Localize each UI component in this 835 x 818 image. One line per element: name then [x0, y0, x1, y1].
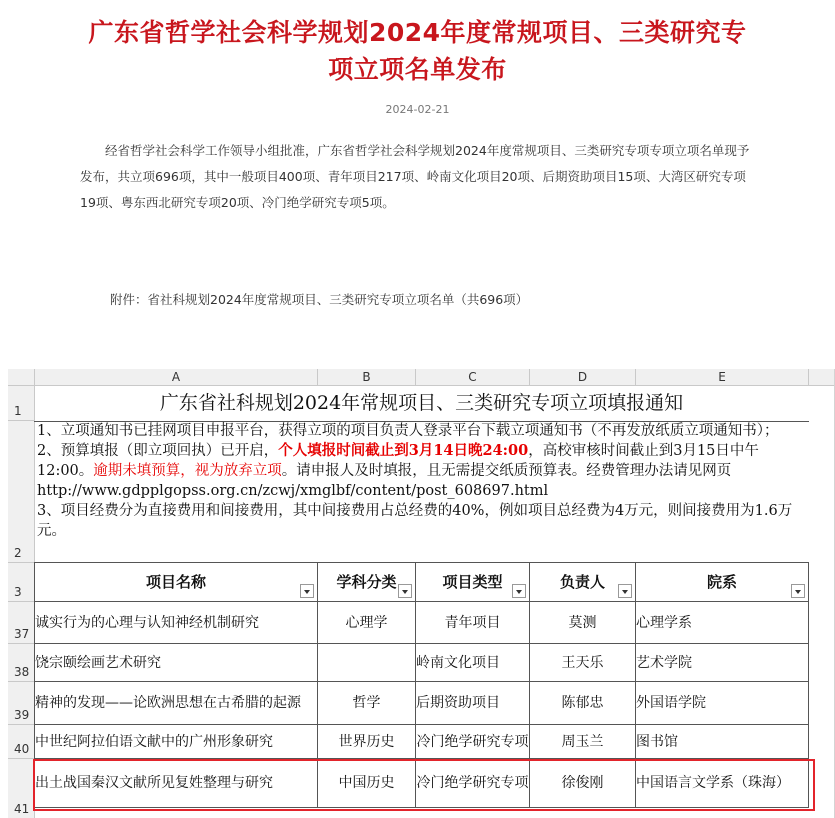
cell-subject: 心理学 [318, 602, 416, 644]
spreadsheet-image [8, 369, 835, 818]
sheet-title: 广东省社科规划2024年常规项目、三类研究专项立项填报通知 [34, 386, 809, 422]
row-header-37: 37 [8, 602, 35, 644]
filter-dropdown-icon[interactable] [398, 584, 412, 598]
cell-project-type: 冷门绝学研究专项 [416, 725, 530, 759]
row-header-1: 1 [8, 386, 35, 421]
header-project-type[interactable]: 项目类型 [416, 563, 530, 602]
cell-project-type: 后期资助项目 [416, 682, 530, 725]
cell-department: 外国语学院 [636, 682, 809, 725]
column-header-c: C [416, 369, 530, 386]
column-header-d: D [530, 369, 636, 386]
sheet-notes [37, 421, 807, 562]
header-project-name[interactable]: 项目名称 [34, 563, 318, 602]
row-header-2: 2 [8, 421, 35, 563]
filter-dropdown-icon[interactable] [512, 584, 526, 598]
cell-project-name: 饶宗颐绘画艺术研究 [34, 644, 318, 682]
cell-leader: 周玉兰 [530, 725, 636, 759]
cell-department: 图书馆 [636, 725, 809, 759]
filter-dropdown-icon[interactable] [618, 584, 632, 598]
article-title-line2: 项立项名单发布 [328, 55, 507, 84]
column-header-e: E [636, 369, 809, 386]
row-header-40: 40 [8, 725, 35, 759]
article-title [0, 14, 835, 88]
header-leader[interactable]: 负责人 [530, 563, 636, 602]
cell-project-name: 精神的发现——论欧洲思想在古希腊的起源 [34, 682, 318, 725]
row-header-39: 39 [8, 682, 35, 725]
header-department[interactable]: 院系 [636, 563, 809, 602]
filter-dropdown-icon[interactable] [300, 584, 314, 598]
column-header-b: B [318, 369, 416, 386]
cell-department: 艺术学院 [636, 644, 809, 682]
note-3: 3、项目经费分为直接费用和间接费用，其中间接费用占总经费的40%，例如项目总经费为4万元，则间接费用为1.6万元。 [37, 503, 793, 539]
attachment-link[interactable]: 附件：省社科规划2024年度常规项目、三类研究专项立项名单（共696项） [110, 292, 529, 307]
cell-subject: 中国历史 [318, 759, 416, 808]
column-header-a: A [35, 369, 318, 386]
cell-project-type: 岭南文化项目 [416, 644, 530, 682]
note-2: 2、预算填报（即立项回执）已开启，个人填报时间截止到3月14日晚24:00，高校审核时间截止到3月15日中午12:00。逾期未填预算，视为放弃立项。请申报人及时填报，且无需提交纸质预算表。经费管理办法请见网页http://www.gdpplgopss.org.cn/zcwj/xmglbf/content/post_608697.html [37, 442, 759, 499]
cell-leader: 陈郁忠 [530, 682, 636, 725]
cell-subject: 哲学 [318, 682, 416, 725]
highlight-box [33, 759, 815, 811]
cell-project-name: 中世纪阿拉伯语文献中的广州形象研究 [34, 725, 318, 759]
article-title-line1: 广东省哲学社会科学规划2024年度常规项目、三类研究专 [88, 18, 747, 47]
cell-project-type: 青年项目 [416, 602, 530, 644]
article-body: 经省哲学社会科学工作领导小组批准，广东省哲学社会科学规划2024年度常规项目、三类研究专项专项立项名单现予发布，共立项696项，其中一般项目400项、青年项目217项、岭南文化项目20项、后期资助项目15项、大湾区研究专项19项、粤东西北研究专项20项、冷门绝学研究专项5项。 [80, 143, 750, 210]
cell-subject: 世界历史 [318, 725, 416, 759]
cell-department: 心理学系 [636, 602, 809, 644]
row-header-38: 38 [8, 644, 35, 682]
cell-leader: 王天乐 [530, 644, 636, 682]
cell-department: 中国语言文学系（珠海） [636, 759, 809, 808]
row-header-41: 41 [8, 759, 35, 818]
sheet-corner [8, 369, 35, 386]
header-subject[interactable]: 学科分类 [318, 563, 416, 602]
article-date: 2024-02-21 [385, 103, 450, 116]
cell-project-type: 冷门绝学研究专项 [416, 759, 530, 808]
cell-project-name: 出土战国秦汉文献所见复姓整理与研究 [34, 759, 318, 808]
cell-leader: 徐俊刚 [530, 759, 636, 808]
cell-leader: 莫测 [530, 602, 636, 644]
row-header-3: 3 [8, 563, 35, 602]
column-header-blank [809, 369, 835, 386]
cell-project-name: 诚实行为的心理与认知神经机制研究 [34, 602, 318, 644]
note-1: 1、立项通知书已挂网项目申报平台，获得立项的项目负责人登录平台下载立项通知书（不再发放纸质立项通知书）； [37, 423, 779, 439]
cell-subject [318, 644, 416, 682]
filter-dropdown-icon[interactable] [791, 584, 805, 598]
